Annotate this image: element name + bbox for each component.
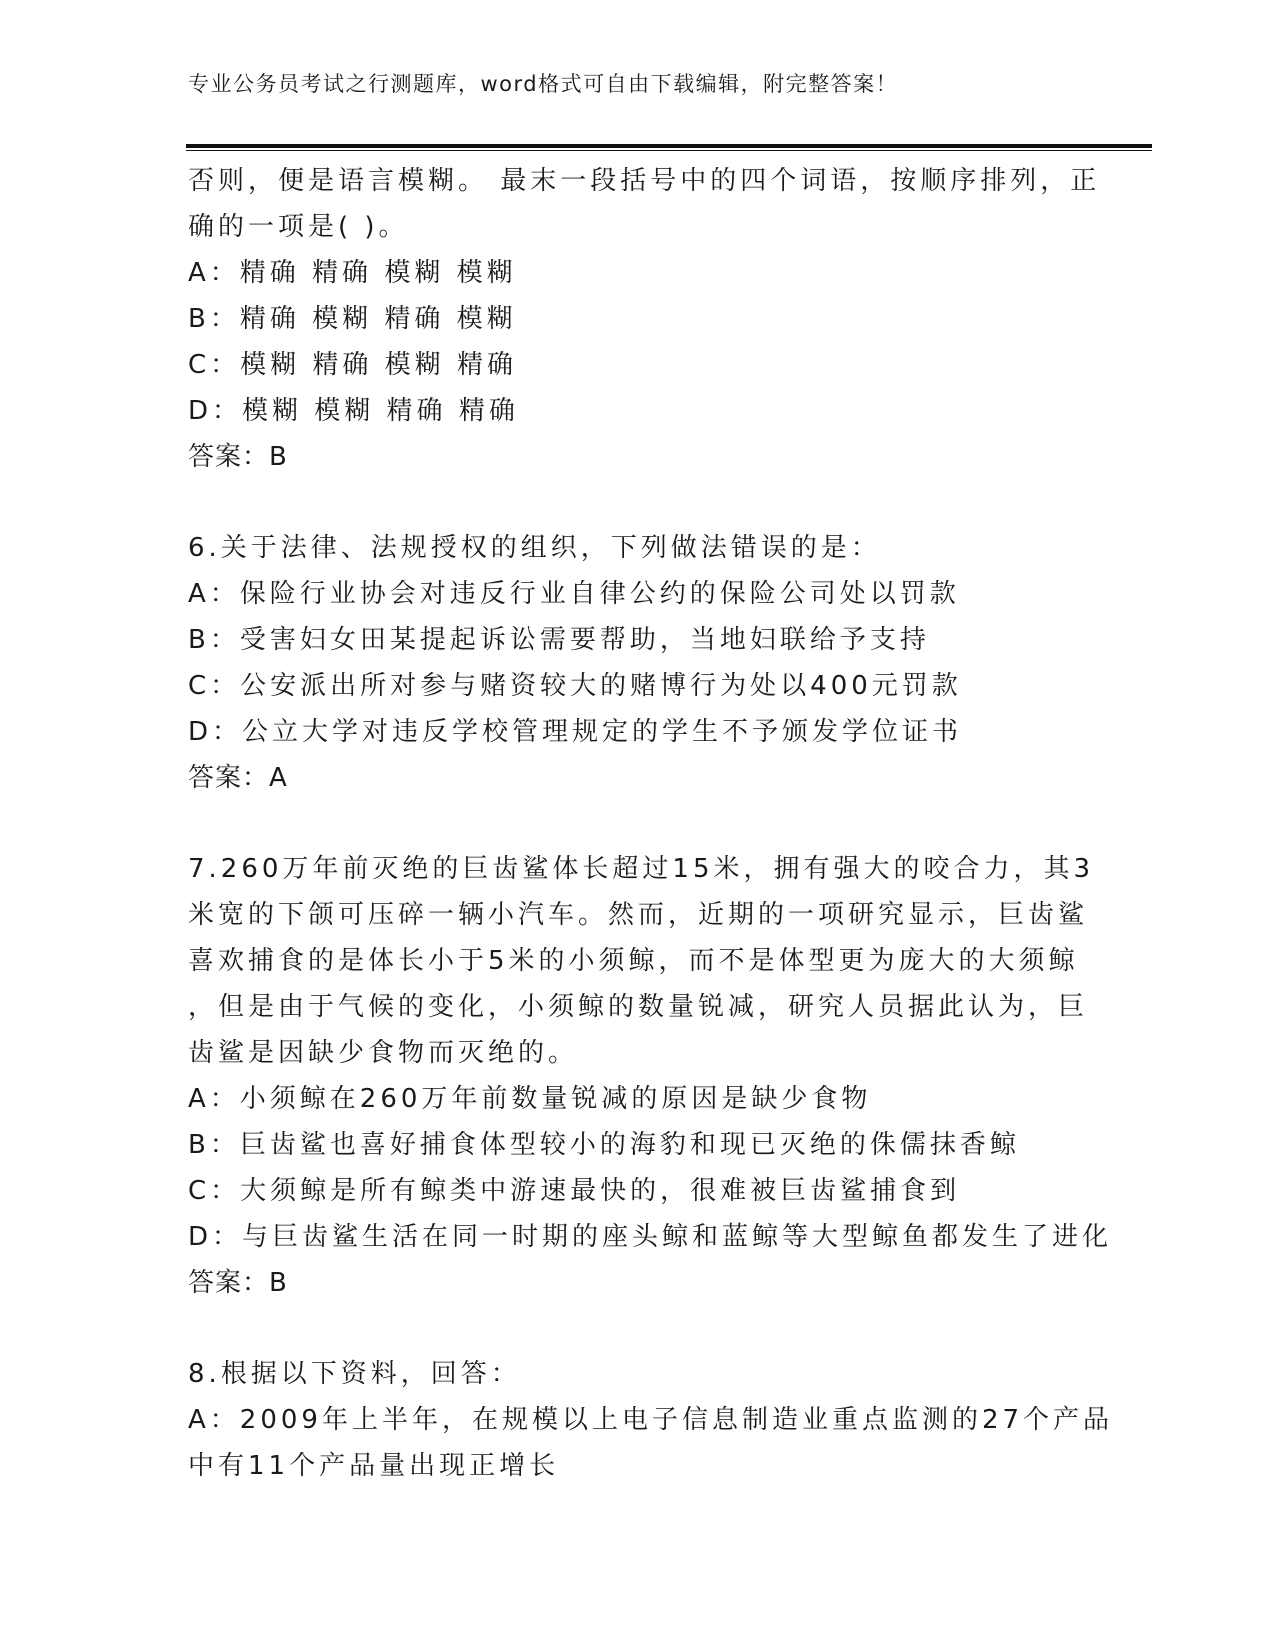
question-stem-line: ，但是由于气候的变化，小须鲸的数量锐减，研究人员据此认为，巨 (188, 992, 1089, 1022)
spacer (188, 480, 1088, 525)
question-stem-line: 否则，便是语言模糊。 最末一段括号中的四个词语，按顺序排列，正 (188, 166, 1101, 196)
question-8 (188, 1351, 1114, 1489)
option-c: C：大须鲸是所有鲸类中游速最快的，很难被巨齿鲨捕食到 (188, 1176, 961, 1206)
question-stem-line: 米宽的下颌可压碎一辆小汽车。然而，近期的一项研究显示，巨齿鲨 (188, 900, 1089, 930)
question-6 (188, 525, 1088, 801)
option-a-continued: 中有11个产品量出现正增长 (188, 1451, 560, 1481)
option-d: D：公立大学对违反学校管理规定的学生不予颁发学位证书 (188, 717, 963, 747)
option-a: A：小须鲸在260万年前数量锐减的原因是缺少食物 (188, 1084, 872, 1114)
question-stem-line: 喜欢捕食的是体长小于5米的小须鲸，而不是体型更为庞大的大须鲸 (188, 946, 1079, 976)
option-c: C：模糊 精确 模糊 精确 (188, 350, 517, 380)
question-stem-line: 6.关于法律、法规授权的组织，下列做法错误的是： (188, 533, 881, 563)
spacer (188, 801, 1088, 846)
question-stem-line: 7.260万年前灭绝的巨齿鲨体长超过15米，拥有强大的咬合力，其3 (188, 854, 1095, 884)
option-a: A：保险行业协会对违反行业自律公约的保险公司处以罚款 (188, 579, 960, 609)
option-d: D：模糊 模糊 精确 精确 (188, 396, 519, 426)
question-stem-line: 确的一项是( )。 (188, 212, 409, 242)
page-header: 专业公务员考试之行测题库，word格式可自由下载编辑，附完整答案！ (188, 72, 899, 96)
question-7 (188, 846, 1113, 1306)
answer-line: 答案：B (188, 442, 288, 472)
option-d: D：与巨齿鲨生活在同一时期的座头鲸和蓝鲸等大型鲸鱼都发生了进化 (188, 1222, 1113, 1252)
option-a: A：精确 精确 模糊 模糊 (188, 258, 517, 288)
option-b: B：精确 模糊 精确 模糊 (188, 304, 517, 334)
question-stem-line: 齿鲨是因缺少食物而灭绝的。 (188, 1038, 579, 1068)
header-rule-thick (186, 144, 1152, 148)
question-stem-line: 8.根据以下资料，回答： (188, 1359, 521, 1389)
option-b: B：巨齿鲨也喜好捕食体型较小的海豹和现已灭绝的侏儒抹香鲸 (188, 1130, 1020, 1160)
option-b: B：受害妇女田某提起诉讼需要帮助，当地妇联给予支持 (188, 625, 930, 655)
question-5 (188, 158, 1101, 480)
header-rule-thin (186, 150, 1152, 151)
answer-line: 答案：B (188, 1268, 288, 1298)
answer-line: 答案：A (188, 763, 288, 793)
option-c: C：公安派出所对参与赌资较大的赌博行为处以400元罚款 (188, 671, 962, 701)
question-content (188, 158, 1114, 1489)
option-a: A：2009年上半年，在规模以上电子信息制造业重点监测的27个产品 (188, 1405, 1114, 1435)
spacer (188, 1306, 1088, 1351)
